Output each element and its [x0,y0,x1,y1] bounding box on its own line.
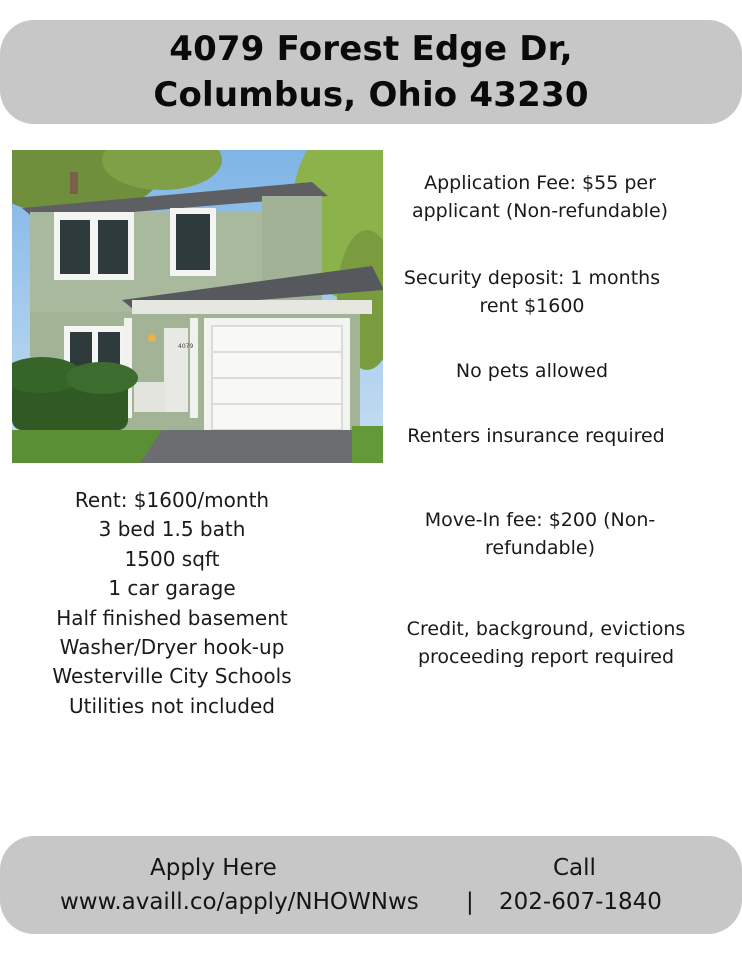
address-line-1: 4079 Forest Edge Dr, [169,29,573,69]
house-number-plate: 4079 [178,343,194,350]
feature-sqft: 1500 sqft [124,546,220,571]
feature-utilities: Utilities not included [69,693,275,718]
phone-number[interactable]: 202-607-1840 [499,889,662,915]
pets-policy: No pets allowed [455,360,609,382]
apply-label: Apply Here [150,855,277,881]
feature-bed-bath: 3 bed 1.5 bath [98,517,246,542]
apply-url-link[interactable]: www.availl.co/apply/NHOWNws [60,889,419,915]
call-label: Call [553,855,596,881]
insurance-requirement: Renters insurance required [407,425,665,447]
separator: | [466,889,474,915]
security-deposit: Security deposit: 1 months rent $1600 [403,267,661,317]
property-features [12,486,332,721]
contact-banner [0,836,742,934]
feature-rent: Rent: $1600/month [74,488,270,512]
application-fee: Application Fee: $55 per applicant (Non-refundable) [411,172,669,222]
screening-requirement: Credit, background, evictions proceeding report required [406,618,686,668]
move-in-fee: Move-In fee: $200 (Non- refundable) [424,509,656,559]
address-line-2: Columbus, Ohio 43230 [153,75,589,115]
house-photo [12,150,383,463]
title-banner [0,20,742,124]
feature-washer-dryer: Washer/Dryer hook-up [59,635,285,660]
feature-garage: 1 car garage [108,576,236,601]
feature-schools: Westerville City Schools [52,664,292,689]
feature-basement: Half finished basement [56,605,288,630]
